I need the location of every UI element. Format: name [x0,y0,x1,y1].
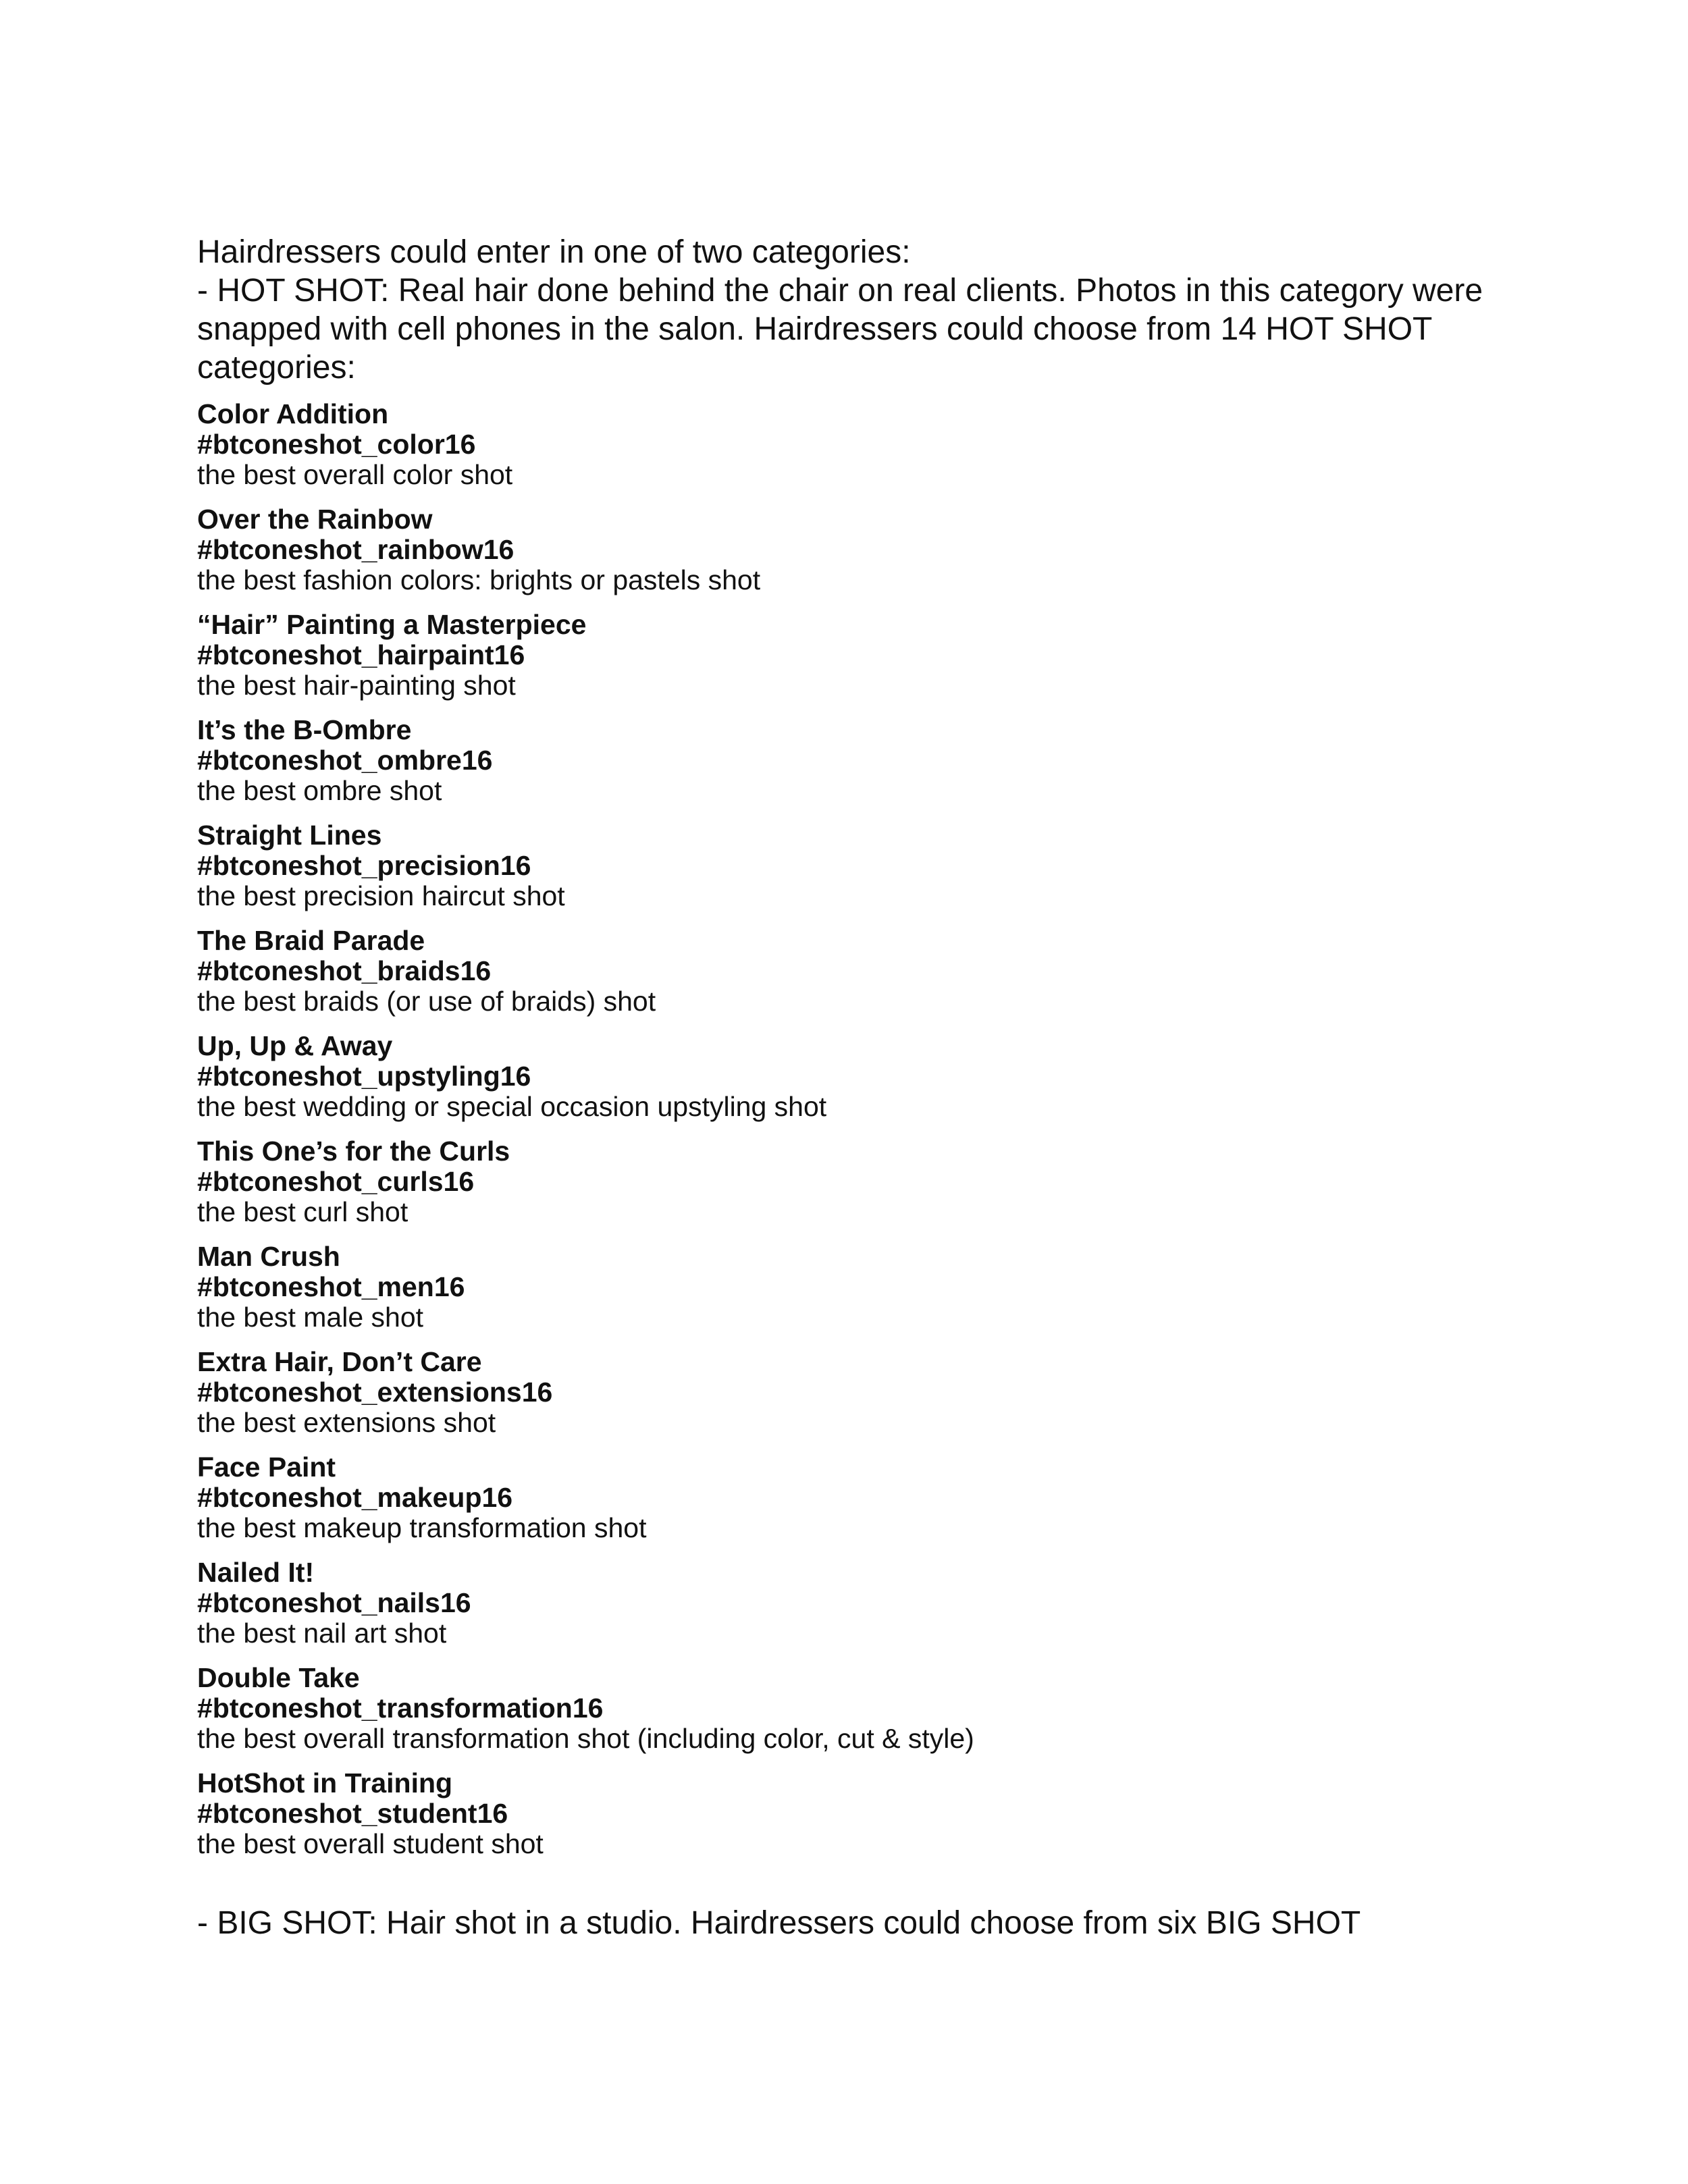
category-hashtag: #btconeshot_men16 [197,1271,465,1302]
category-description: the best overall transformation shot (including color, cut & style) [197,1723,974,1754]
hot-shot-paragraph: - HOT SHOT: Real hair done behind the chair on real clients. Photos in this category were snapped with cell phones in the salon. Hairdressers could choose from 14 HOT SHOT categories: [197,273,1483,385]
category-hashtag: #btconeshot_nails16 [197,1587,471,1618]
category-item [197,1768,1521,1859]
category-item [197,1663,1521,1754]
category-item [197,504,1521,595]
category-title: Up, Up & Away [197,1030,393,1061]
category-title: Extra Hair, Don’t Care [197,1346,482,1377]
category-description: the best makeup transformation shot [197,1512,647,1543]
category-title: The Braid Parade [197,925,425,956]
category-description: the best wedding or special occasion upstyling shot [197,1091,827,1122]
category-hashtag: #btconeshot_transformation16 [197,1693,604,1724]
category-hashtag: #btconeshot_ombre16 [197,745,493,776]
category-description: the best ombre shot [197,775,442,806]
category-hashtag: #btconeshot_upstyling16 [197,1061,531,1092]
category-hashtag: #btconeshot_student16 [197,1798,508,1829]
category-title: Over the Rainbow [197,504,433,535]
category-hashtag: #btconeshot_braids16 [197,955,492,986]
category-hashtag: #btconeshot_curls16 [197,1166,475,1197]
category-hashtag: #btconeshot_hairpaint16 [197,639,525,670]
category-description: the best precision haircut shot [197,880,565,911]
category-item [197,1031,1521,1122]
category-title: Face Paint [197,1451,336,1483]
category-item [197,1242,1521,1333]
category-title: This One’s for the Curls [197,1136,510,1167]
intro-line: Hairdressers could enter in one of two categories: [197,234,911,270]
intro-text [197,233,1521,387]
category-hashtag: #btconeshot_precision16 [197,850,531,881]
category-title: Nailed It! [197,1557,315,1588]
category-title: Straight Lines [197,820,382,851]
category-description: the best nail art shot [197,1618,447,1649]
big-shot-paragraph: - BIG SHOT: Hair shot in a studio. Hairdressers could choose from six BIG SHOT [197,1905,1361,1941]
category-item [197,926,1521,1017]
category-title: “Hair” Painting a Masterpiece [197,609,587,640]
category-title: Color Addition [197,398,389,429]
category-item [197,715,1521,806]
category-title: Man Crush [197,1241,340,1272]
category-description: the best braids (or use of braids) shot [197,986,656,1017]
category-hashtag: #btconeshot_rainbow16 [197,534,515,565]
category-description: the best male shot [197,1302,424,1333]
category-title: It’s the B-Ombre [197,714,412,745]
category-item [197,610,1521,701]
category-description: the best overall student shot [197,1828,544,1859]
category-title: Double Take [197,1662,360,1693]
category-item [197,1557,1521,1649]
category-item [197,1347,1521,1438]
category-description: the best overall color shot [197,459,513,490]
category-title: HotShot in Training [197,1767,453,1799]
category-description: the best fashion colors: brights or pastels shot [197,564,761,595]
category-hashtag: #btconeshot_extensions16 [197,1377,553,1408]
category-list [197,399,1521,1859]
category-hashtag: #btconeshot_makeup16 [197,1482,513,1513]
category-item [197,399,1521,490]
document-body [197,233,1521,1873]
category-description: the best hair-painting shot [197,670,516,701]
category-item [197,1136,1521,1227]
category-description: the best curl shot [197,1196,408,1227]
category-description: the best extensions shot [197,1407,496,1438]
category-item [197,1452,1521,1543]
category-item [197,820,1521,911]
category-hashtag: #btconeshot_color16 [197,429,476,460]
